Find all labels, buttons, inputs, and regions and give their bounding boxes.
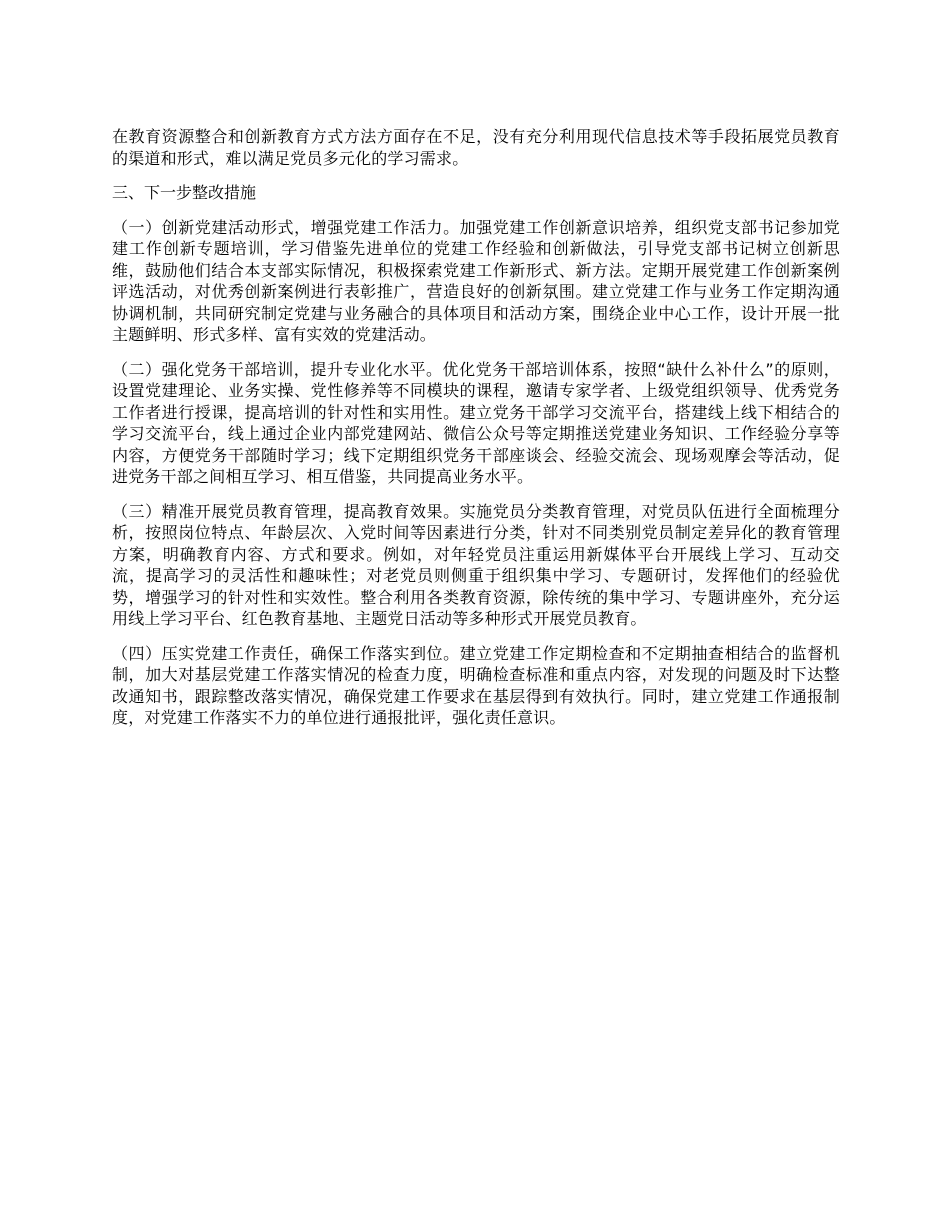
paragraph-measure-3: （三）精准开展党员教育管理，提高教育效果。实施党员分类教育管理，对党员队伍进行全面梳理分析，按照岗位特点、年龄层次、入党时间等因素进行分类，针对不同类别党员制定差异化的教育管理方案，明确教育内容、方式和要求。例如，对年轻党员注重运用新媒体平台开展线上学习、互动交流，提高学习的灵活性和趣味性；对老党员则侧重于组织集中学习、专题研讨，发挥他们的经验优势，增强学习的针对性和实效性。整合利用各类教育资源，除传统的集中学习、专题讲座外，充分运用线上学习平台、红色教育基地、主题党日活动等多种形式开展党员教育。 [112, 501, 840, 628]
paragraph-measure-4: （四）压实党建工作责任，确保工作落实到位。建立党建工作定期检查和不定期抽查相结合的监督机制，加大对基层党建工作落实情况的检查力度，明确检查标准和重点内容，对发现的问题及时下达整改通知书，跟踪整改落实情况，确保党建工作要求在基层得到有效执行。同时，建立党建工作通报制度，对党建工作落实不力的单位进行通报批评，强化责任意识。 [112, 643, 840, 727]
paragraph-measure-1: （一）创新党建活动形式，增强党建工作活力。加强党建工作创新意识培养，组织党支部书记参加党建工作创新专题培训，学习借鉴先进单位的党建工作经验和创新做法，引导党支部书记树立创新思维，鼓励他们结合本支部实际情况，积极探索党建工作新形式、新方法。定期开展党建工作创新案例评选活动，对优秀创新案例进行表彰推广，营造良好的创新氛围。建立党建工作与业务工作定期沟通协调机制，共同研究制定党建与业务融合的具体项目和活动方案，围绕企业中心工作，设计开展一批主题鲜明、形式多样、富有实效的党建活动。 [112, 217, 840, 344]
intro-paragraph: 在教育资源整合和创新教育方式方法方面存在不足，没有充分利用现代信息技术等手段拓展党员教育的渠道和形式，难以满足党员多元化的学习需求。 [112, 127, 840, 168]
section-heading: 三、下一步整改措施 [112, 183, 257, 202]
paragraph-measure-2: （二）强化党务干部培训，提升专业化水平。优化党务干部培训体系，按照“缺什么补什么”的原则，设置党建理论、业务实操、党性修养等不同模块的课程，邀请专家学者、上级党组织领导、优秀党务工作者进行授课，提高培训的针对性和实用性。建立党务干部学习交流平台，搭建线上线下相结合的学习交流平台，线上通过企业内部党建网站、微信公众号等定期推送党建业务知识、工作经验分享等内容，方便党务干部随时学习；线下定期组织党务干部座谈会、经验交流会、现场观摩会等活动，促进党务干部之间相互学习、相互借鉴，共同提高业务水平。 [112, 359, 840, 486]
document-page [112, 126, 840, 742]
